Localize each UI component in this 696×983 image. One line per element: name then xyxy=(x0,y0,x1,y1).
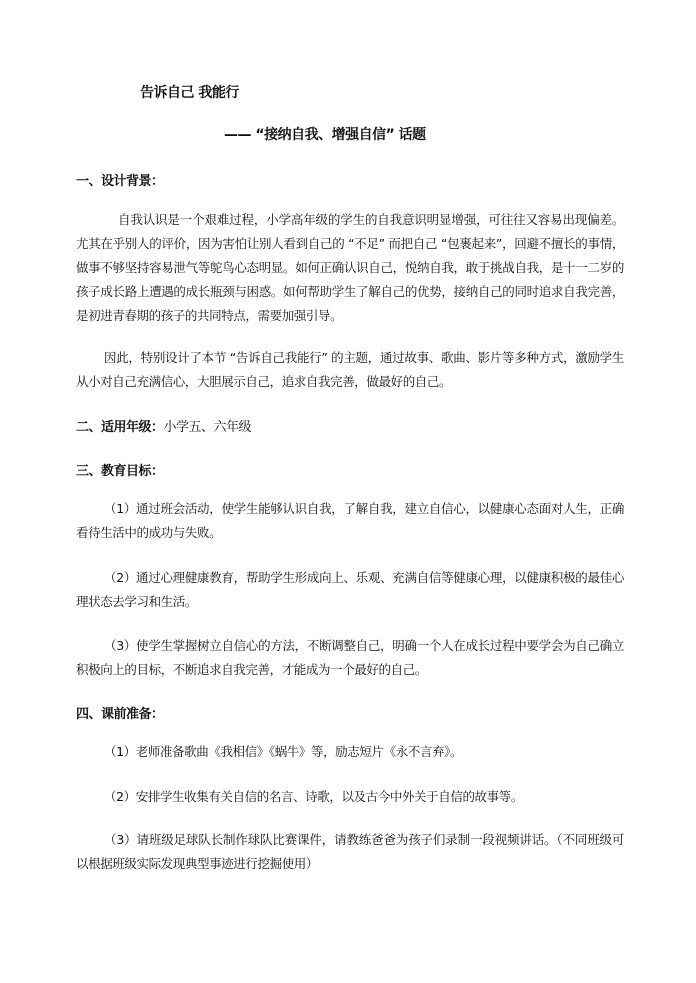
prep-item-2: （2）安排学生收集有关自信的名言、诗歌，以及古今中外关于自信的故事等。 xyxy=(104,789,523,804)
goal-item-3: （3）使学生掌握树立自信心的方法，不断调整自己，明确一个人在成长过程中要学会为自己确立积极向上的目标，不断追求自我完善，才能成为一个最好的自己。 xyxy=(76,638,624,677)
section-heading-background: 一、设计背景： xyxy=(76,174,164,189)
grade-value: 小学五、六年级 xyxy=(163,420,252,435)
section-heading-grade xyxy=(76,416,251,435)
document-subtitle: —— “接纳自我、增强自信” 话题 xyxy=(224,127,426,143)
prep-item-1: （1）老师准备歌曲《我相信》《蜗牛》等，励志短片《永不言弃》。 xyxy=(104,744,463,759)
section-heading-goals: 三、教育目标： xyxy=(76,464,164,479)
grade-heading-label: 二、适用年级： xyxy=(76,420,164,435)
document-title: 告诉自己 我能行 xyxy=(140,85,239,101)
goal-item-2: （2）通过心理健康教育，帮助学生形成向上、乐观、充满自信等健康心理，以健康积极的最佳心理状态去学习和生活。 xyxy=(76,570,624,609)
background-paragraph-1: 自我认识是一个艰难过程，小学高年级的学生的自我意识明显增强，可往往又容易出现偏差。尤其在乎别人的评价，因为害怕让别人看到自己的 “不足” 而把自己 “包裹起来”，回避不擅长的事情，做事不够坚持容易泄气等鸵鸟心态明显。如何正确认识自己，悦纳自我，敢于挑战自我，是十一二岁的孩子成长路上遭遇的成长瓶颈与困惑。如何帮助学生了解自己的优势，接纳自己的同时追求自我完善，是初进青春期的孩子的共同特点，需要加强引导。 xyxy=(76,212,624,323)
section-heading-prep: 四、课前准备： xyxy=(76,707,164,722)
background-paragraph-2: 因此，特别设计了本节 “告诉自己我能行” 的主题，通过故事、歌曲、影片等多种方式，激励学生从小对自己充满信心，大胆展示自己，追求自我完善，做最好的自己。 xyxy=(76,350,624,389)
prep-item-3: （3）请班级足球队长制作球队比赛课件，请教练爸爸为孩子们录制一段视频讲话。（不同班级可以根据班级实际发现典型事迹进行挖掘使用） xyxy=(76,832,624,871)
goal-item-1: （1）通过班会活动，使学生能够认识自我，了解自我，建立自信心，以健康心态面对人生，正确看待生活中的成功与失败。 xyxy=(76,501,624,540)
